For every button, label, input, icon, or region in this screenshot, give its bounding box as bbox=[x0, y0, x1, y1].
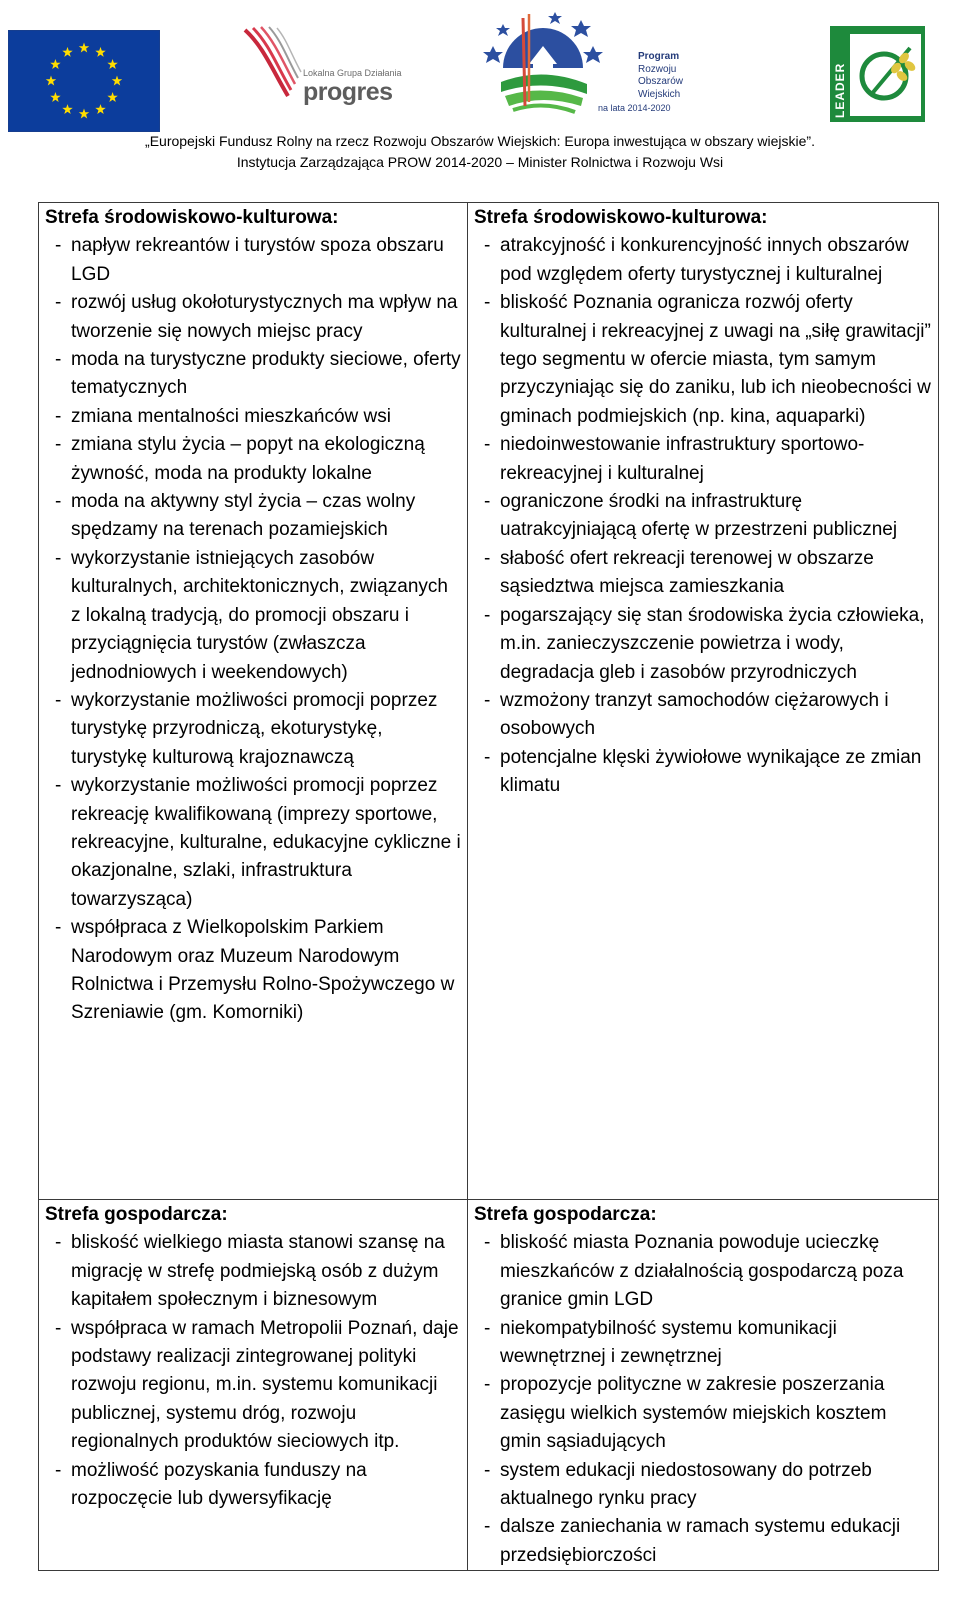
section-title: Strefa gospodarcza: bbox=[45, 1204, 228, 1225]
bullet-list bbox=[474, 232, 932, 800]
eu-star-icon bbox=[112, 76, 122, 86]
bullet-list bbox=[474, 1229, 932, 1570]
lgd-name: progres bbox=[303, 78, 393, 106]
list-item: - wykorzystanie możliwości promocji poprzez turystykę przyrodniczą, ekoturystykę, turystykę kulturową krajoznawczą bbox=[45, 687, 461, 772]
list-item: - niekompatybilność systemu komunikacji wewnętrznej i zewnętrznej bbox=[474, 1315, 932, 1372]
list-item: - niedoinwestowanie infrastruktury sportowo-rekreacyjnej i kulturalnej bbox=[474, 431, 932, 488]
eu-star-icon bbox=[50, 92, 60, 102]
lgd-subtitle: Lokalna Grupa Działania bbox=[303, 68, 402, 78]
list-item: - pogarszający się stan środowiska życia człowieka, m.in. zanieczyszczenie powietrza i wody, degradacja gleb i zasobów przyrodniczych bbox=[474, 602, 932, 687]
list-item: - słabość ofert rekreacji terenowej w obszarze sąsiedztwa miejsca zamieszkania bbox=[474, 545, 932, 602]
section-title: Strefa środowiskowo-kulturowa: bbox=[45, 207, 339, 228]
section-title: Strefa gospodarcza: bbox=[474, 1204, 657, 1225]
list-item: - bliskość miasta Poznania powoduje ucieczkę mieszkańców z działalnością gospodarczą poza granice gmin LGD bbox=[474, 1229, 932, 1314]
list-item: - potencjalne klęski żywiołowe wynikające ze zmian klimatu bbox=[474, 744, 932, 801]
eu-star-icon bbox=[79, 109, 89, 119]
eu-star-icon bbox=[46, 76, 56, 86]
prow-logo bbox=[498, 6, 698, 124]
list-item: - napływ rekreantów i turystów spoza obszaru LGD bbox=[45, 232, 461, 289]
prow-line-1: Program bbox=[638, 51, 680, 62]
list-item: - moda na turystyczne produkty sieciowe, oferty tematycznych bbox=[45, 346, 461, 403]
prow-name bbox=[638, 51, 718, 101]
eu-star-icon bbox=[62, 104, 72, 114]
eu-star-icon bbox=[95, 47, 105, 57]
opportunities-cell-economic bbox=[39, 1200, 468, 1571]
opportunities-threats-table bbox=[38, 202, 939, 1571]
threats-cell-economic bbox=[468, 1200, 939, 1571]
list-item: - współpraca z Wielkopolskim Parkiem Narodowym oraz Muzeum Narodowym Rolnictwa i Przemysłu Rolno-Spożywczego w Szreniawie (gm. Komorniki) bbox=[45, 914, 461, 1028]
list-item: - bliskość wielkiego miasta stanowi szansę na migrację w strefę podmiejską osób z dużym kapitałem społecznym i biznesowym bbox=[45, 1229, 461, 1314]
list-item: - wzmożony tranzyt samochodów ciężarowych i osobowych bbox=[474, 687, 932, 744]
list-item: - atrakcyjność i konkurencyjność innych obszarów pod względem oferty turystycznej i kulturalnej bbox=[474, 232, 932, 289]
list-item: - propozycje polityczne w zakresie poszerzania zasięgu wielkich systemów miejskich kosztem gmin sąsiadujących bbox=[474, 1371, 932, 1456]
prow-line-2: Rozwoju bbox=[638, 63, 677, 75]
table-row-environmental bbox=[39, 203, 939, 1200]
caption-line-2: Instytucja Zarządzająca PROW 2014-2020 – Minister Rolnictwa i Rozwoju Wsi bbox=[236, 154, 724, 170]
prow-years: na lata 2014-2020 bbox=[598, 103, 671, 113]
list-item: - bliskość Poznania ogranicza rozwój oferty kulturalnej i rekreacyjnej z uwagi na „siłę grawitacji” tego segmentu w ofercie miasta, tym samym przyczyniając się do zaniku, lub ich nieobecności w gminach podmiejskich (np. kina, aquaparki) bbox=[474, 289, 932, 431]
leader-emblem bbox=[850, 34, 921, 116]
list-item: - współpraca w ramach Metropolii Poznań, daje podstawy realizacji zintegrowanej polityki rozwoju regionu, m.in. systemu komunikacji publicznej, systemu dróg, rozwoju regionalnych produktów sieciowych itp. bbox=[45, 1315, 461, 1457]
eu-star-icon bbox=[62, 47, 72, 57]
threats-cell-environmental bbox=[468, 203, 939, 1200]
list-item: - możliwość pozyskania funduszy na rozpoczęcie lub dywersyfikację bbox=[45, 1457, 461, 1514]
list-item: - ograniczone środki na infrastrukturę uatrakcyjniającą ofertę w przestrzeni publicznej bbox=[474, 488, 932, 545]
list-item: - wykorzystanie istniejących zasobów kulturalnych, architektonicznych, związanych z lokalną tradycją, do promocji obszaru i przyciągnięcia turystów (zwłaszcza jednodniowych i weekendowych) bbox=[45, 545, 461, 687]
list-item: - dalsze zaniechania w ramach systemu edukacji przedsiębiorczości bbox=[474, 1513, 932, 1570]
program-caption bbox=[0, 131, 960, 173]
eu-star-icon bbox=[107, 92, 117, 102]
list-item: - zmiana stylu życia – popyt na ekologiczną żywność, moda na produkty lokalne bbox=[45, 431, 461, 488]
eu-star-icon bbox=[79, 43, 89, 53]
list-item: - wykorzystanie możliwości promocji poprzez rekreację kwalifikowaną (imprezy sportowe, rekreacyjne, kulturalne, edukacyjne cykliczne i okazjonalne, szlaki, infrastruktura towarzysząca) bbox=[45, 772, 461, 914]
eu-star-icon bbox=[95, 104, 105, 114]
bullet-list bbox=[45, 1229, 461, 1513]
eu-star-icon bbox=[50, 59, 60, 69]
list-item: - rozwój usług okołoturystycznych ma wpływ na tworzenie się nowych miejsc pracy bbox=[45, 289, 461, 346]
list-item: - zmiana mentalności mieszkańców wsi bbox=[45, 403, 461, 431]
list-item: - system edukacji niedostosowany do potrzeb aktualnego rynku pracy bbox=[474, 1457, 932, 1514]
leader-word: LEADER bbox=[833, 62, 847, 118]
list-item: - moda na aktywny styl życia – czas wolny spędzamy na terenach pozamiejskich bbox=[45, 488, 461, 545]
prow-line-4: Wiejskich bbox=[638, 88, 681, 100]
bullet-list bbox=[45, 232, 461, 1027]
lgd-progres-logo bbox=[243, 26, 433, 106]
opportunities-cell-environmental bbox=[39, 203, 468, 1200]
caption-line-1: „Europejski Fundusz Rolny na rzecz Rozwoju Obszarów Wiejskich: Europa inwestująca w obszary wiejskie”. bbox=[145, 133, 815, 149]
section-title: Strefa środowiskowo-kulturowa: bbox=[474, 207, 768, 228]
leader-logo bbox=[830, 26, 925, 122]
prow-line-3: Obszarów bbox=[638, 76, 684, 87]
eu-star-icon bbox=[107, 59, 117, 69]
table-row-economic bbox=[39, 1200, 939, 1571]
logo-bar bbox=[0, 0, 960, 170]
eu-flag-icon bbox=[8, 30, 160, 132]
